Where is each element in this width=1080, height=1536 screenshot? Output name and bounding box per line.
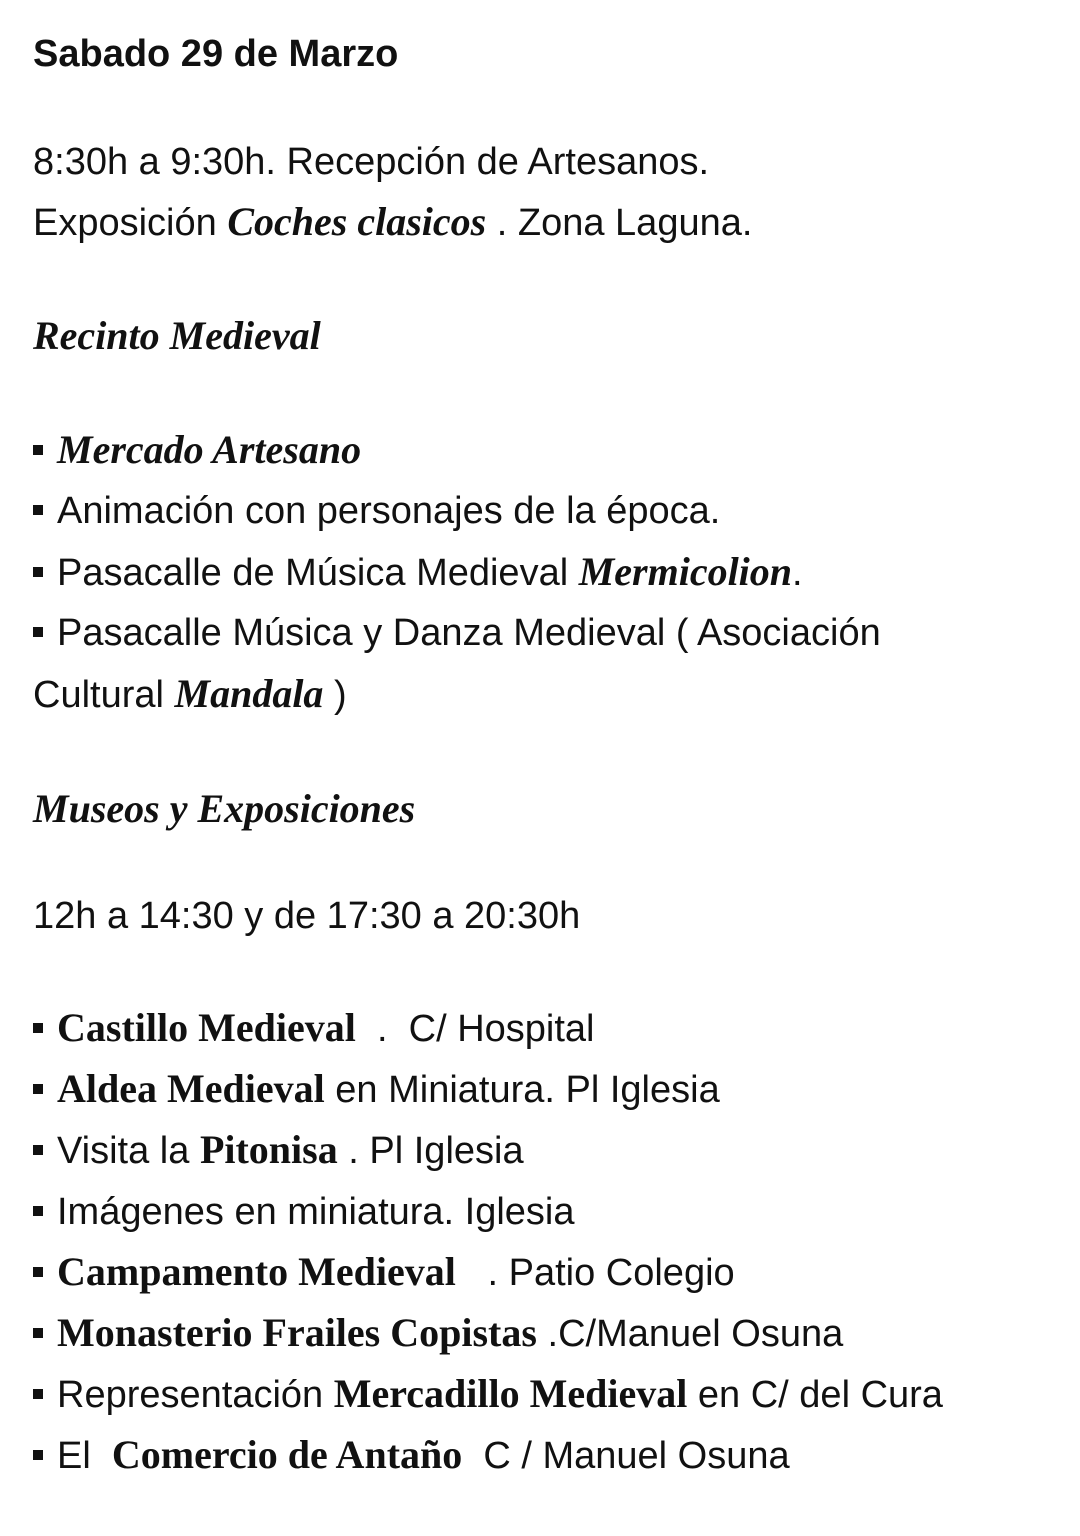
- item-suffix: . Pl Iglesia: [337, 1130, 524, 1172]
- bullet-icon: [33, 567, 43, 577]
- item-text: Animación con personajes de la época.: [57, 490, 721, 532]
- item-suffix: en C/ del Cura: [687, 1374, 943, 1416]
- list-item: [33, 1187, 575, 1236]
- bullet-icon: [33, 445, 43, 455]
- exhibition-location: . Zona Laguna.: [486, 202, 753, 244]
- list-item: [33, 1431, 790, 1480]
- item-bold: Campamento Medieval: [57, 1249, 456, 1294]
- list-item: [33, 1004, 595, 1053]
- item-prefix: Imágenes en miniatura. Iglesia: [57, 1191, 575, 1233]
- item-prefix: Visita la: [57, 1130, 200, 1172]
- item-suffix: .C/Manuel Osuna: [536, 1313, 844, 1355]
- section-heading-recinto: Recinto Medieval: [33, 313, 321, 358]
- item-bold: Pitonisa: [199, 1127, 338, 1172]
- bullet-icon: [33, 1389, 43, 1399]
- item-prefix: Representación: [57, 1374, 334, 1416]
- list-item: [33, 1370, 943, 1419]
- list-item: [33, 487, 720, 535]
- exhibition-line: [33, 198, 752, 247]
- bullet-icon: [33, 1084, 43, 1094]
- item-text: Pasacalle Música y Danza Medieval ( Asociación: [57, 612, 881, 654]
- list-item: [33, 1065, 720, 1114]
- list-item: [33, 1309, 843, 1358]
- item-suffix: ): [323, 674, 347, 716]
- item-suffix: C / Manuel Osuna: [462, 1435, 790, 1477]
- item-bold: Monasterio Frailes Copistas: [57, 1310, 537, 1355]
- item-emphasis: Mandala: [174, 671, 324, 716]
- item-bold: Aldea Medieval: [57, 1066, 325, 1111]
- item-suffix: . Patio Colegio: [455, 1252, 735, 1294]
- bullet-icon: [33, 1267, 43, 1277]
- list-item: [33, 426, 361, 475]
- item-bold: Mercadillo Medieval: [333, 1371, 688, 1416]
- reception-line: [33, 138, 709, 186]
- reception-text: 8:30h a 9:30h. Recepción de Artesanos.: [33, 141, 710, 183]
- item-bold: Comercio de Antaño: [111, 1432, 463, 1477]
- bullet-icon: [33, 1450, 43, 1460]
- item-bold: Castillo Medieval: [57, 1005, 356, 1050]
- list-item: [33, 548, 803, 597]
- bullet-icon: [33, 505, 43, 515]
- bullet-icon: [33, 1145, 43, 1155]
- item-prefix: Cultural: [33, 674, 175, 716]
- bullet-icon: [33, 1206, 43, 1216]
- item-prefix: Pasacalle de Música Medieval: [57, 552, 579, 594]
- item-suffix: .: [792, 552, 803, 594]
- page-title: Sabado 29 de Marzo: [33, 33, 399, 75]
- item-suffix: en Miniatura. Pl Iglesia: [324, 1069, 720, 1111]
- item-emphasis: Mercado Artesano: [57, 427, 362, 472]
- item-prefix: El: [57, 1435, 112, 1477]
- item-suffix: . C/ Hospital: [355, 1008, 595, 1050]
- list-item-continuation: [33, 670, 347, 719]
- list-item: [33, 609, 881, 657]
- bullet-icon: [33, 1328, 43, 1338]
- exhibition-prefix: Exposición: [33, 202, 228, 244]
- item-emphasis: Mermicolion: [578, 549, 793, 594]
- classic-cars-name: Coches clasicos: [227, 199, 487, 244]
- bullet-icon: [33, 627, 43, 637]
- section-heading-museos: Museos y Exposiciones: [33, 786, 416, 831]
- list-item: [33, 1126, 524, 1175]
- opening-hours: 12h a 14:30 y de 17:30 a 20:30h: [33, 895, 581, 937]
- bullet-icon: [33, 1023, 43, 1033]
- list-item: [33, 1248, 735, 1297]
